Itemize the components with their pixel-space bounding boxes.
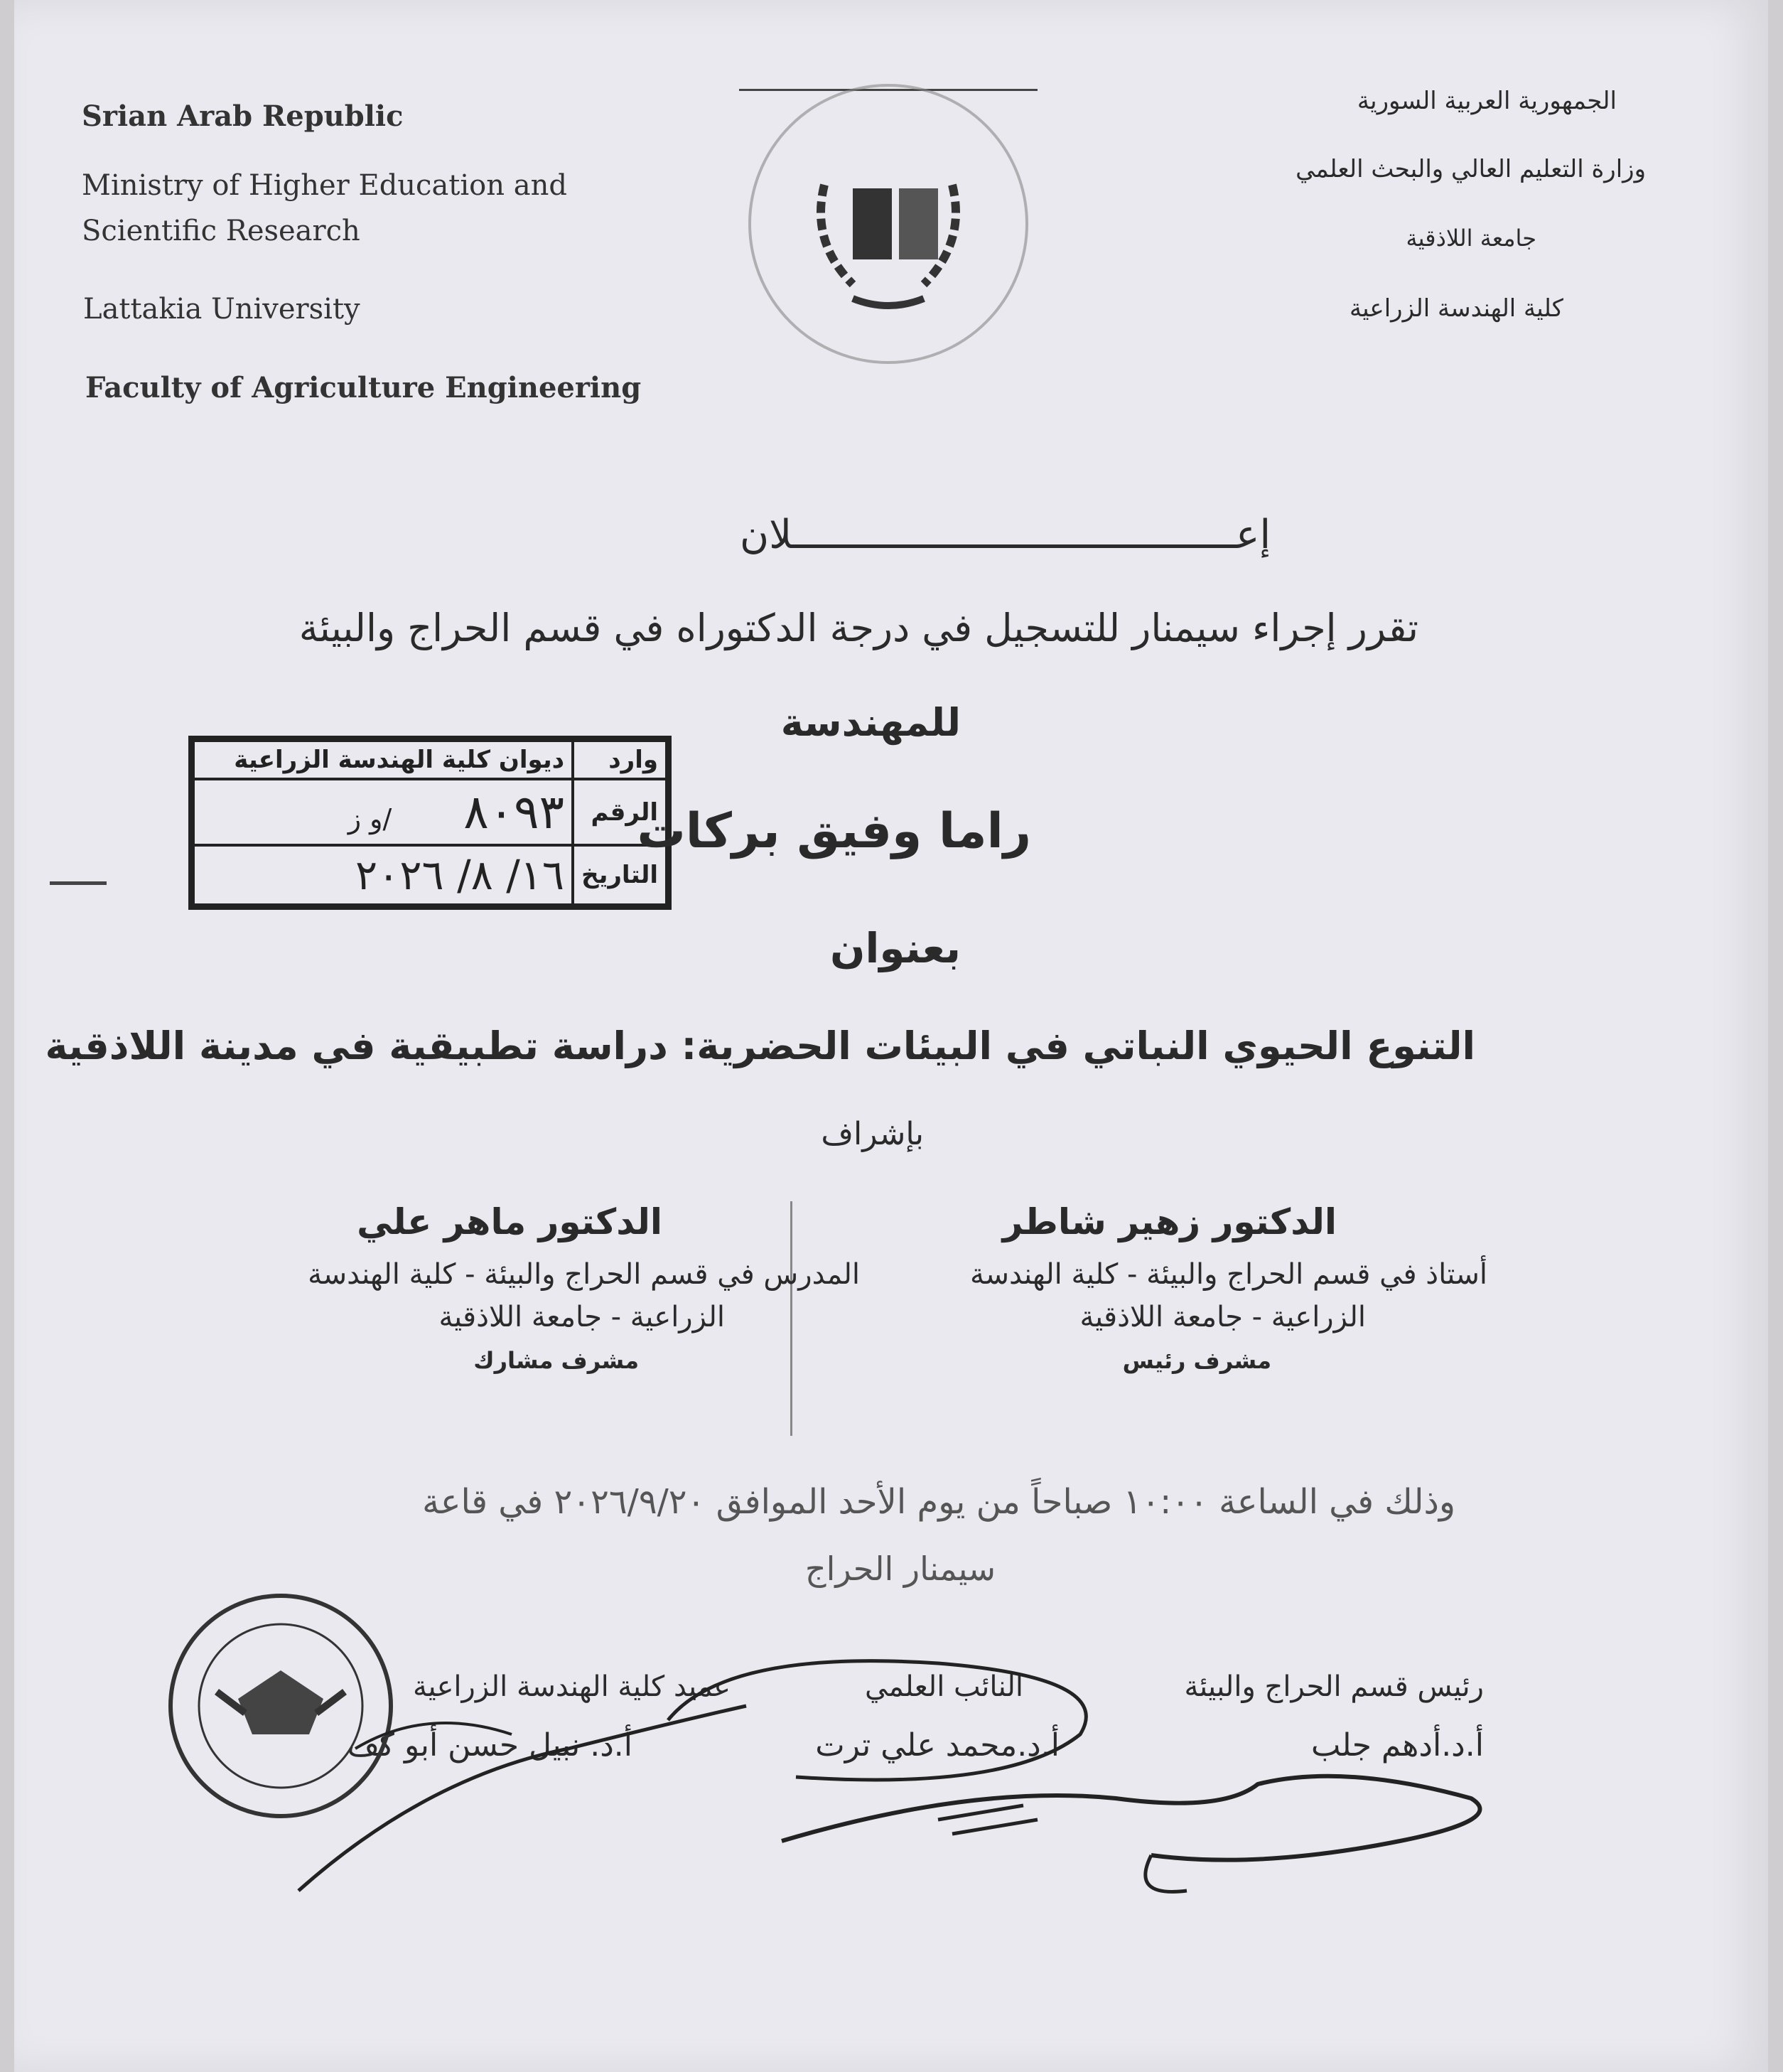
university-emblem — [746, 100, 1030, 348]
stamp-number-cell — [193, 779, 573, 845]
stamp-date-value: ١٦/ ٨/ ٢٠٢٦ — [193, 845, 573, 905]
supervisor-main-desc-2: الزراعية - جامعة اللاذقية — [1079, 1301, 1366, 1333]
header-en-country: Srian Arab Republic — [82, 100, 404, 133]
supervision-label: بإشراف — [821, 1116, 924, 1152]
margin-mark — [50, 881, 107, 885]
supervisor-main-name: الدكتور زهير شاطر — [1002, 1201, 1337, 1242]
header-ar-university: جامعة اللاذقية — [1406, 225, 1536, 252]
schedule-line-1: وذلك في الساعة ١٠:٠٠ صباحاً من يوم الأحد الموافق ٢٠٢٦/٩/٢٠ في قاعة — [422, 1482, 1455, 1522]
supervisor-co-role: مشرف مشارك — [473, 1347, 639, 1374]
header-en-ministry: Ministry of Higher Education and — [82, 169, 567, 202]
signatory-head-name: أ.د.أدهم جلب — [1310, 1727, 1484, 1764]
stamp-number-suffix: /و ز — [348, 803, 392, 835]
supervisor-co-name: الدكتور ماهر علي — [357, 1201, 662, 1242]
for-engineer-label: للمهندسة — [780, 700, 961, 745]
document-page — [14, 0, 1768, 2072]
supervisor-co-desc-2: الزراعية - جامعة اللاذقية — [438, 1301, 725, 1333]
schedule-line-2: سيمنار الحراج — [804, 1550, 996, 1588]
header-en-ministry-cont: Scientific Research — [82, 215, 360, 247]
signatory-dean-name: أ.د. نبيل حسن أبو كف — [347, 1727, 632, 1764]
top-rule — [739, 89, 1038, 91]
signature-dean — [284, 1692, 782, 1905]
header-ar-country: الجمهورية العربية السورية — [1357, 87, 1617, 115]
thesis-title: التنوع الحيوي النباتي في البيئات الحضرية: دراسة تطبيقية في مدينة اللاذقية — [45, 1024, 1475, 1068]
header-en-university: Lattakia University — [83, 293, 360, 326]
supervisors-divider — [790, 1201, 792, 1436]
stamp-incoming-label: وارد — [573, 741, 667, 779]
title-label: بعنوان — [830, 924, 961, 972]
signatory-dean-title: عميد كلية الهندسة الزراعية — [413, 1670, 731, 1703]
signatory-head-title: رئيس قسم الحراج والبيئة — [1184, 1670, 1484, 1703]
stamp-date-label: التاريخ — [573, 845, 667, 905]
stamp-number-label: الرقم — [573, 779, 667, 845]
announcement-title: إعــــــــــــــــــــــــــــــــــــــلان — [740, 512, 1271, 558]
signatory-deputy-title: النائب العلمي — [865, 1670, 1023, 1703]
stamp-office-label: ديوان كلية الهندسة الزراعية — [193, 741, 573, 779]
candidate-name: راما وفيق بركات — [637, 803, 1031, 859]
stamp-number-value: ٨٠٩٣ — [463, 785, 565, 840]
supervisor-main-role: مشرف رئيس — [1122, 1347, 1271, 1374]
header-ar-faculty: كلية الهندسة الزراعية — [1349, 294, 1563, 323]
signatory-deputy-name: أ.د.محمد علي ترت — [815, 1727, 1060, 1764]
header-en-faculty: Faculty of Agriculture Engineering — [85, 371, 642, 404]
supervisor-main-desc-1: أستاذ في قسم الحراج والبيئة - كلية الهندسة — [970, 1258, 1487, 1291]
decision-text: تقرر إجراء سيمنار للتسجيل في درجة الدكتوراه في قسم الحراج والبيئة — [298, 606, 1418, 650]
supervisor-co-desc-1: المدرس في قسم الحراج والبيئة - كلية الهندسة — [308, 1258, 860, 1291]
incoming-register-stamp — [188, 736, 672, 910]
header-ar-ministry: وزارة التعليم العالي والبحث العلمي — [1295, 155, 1646, 183]
